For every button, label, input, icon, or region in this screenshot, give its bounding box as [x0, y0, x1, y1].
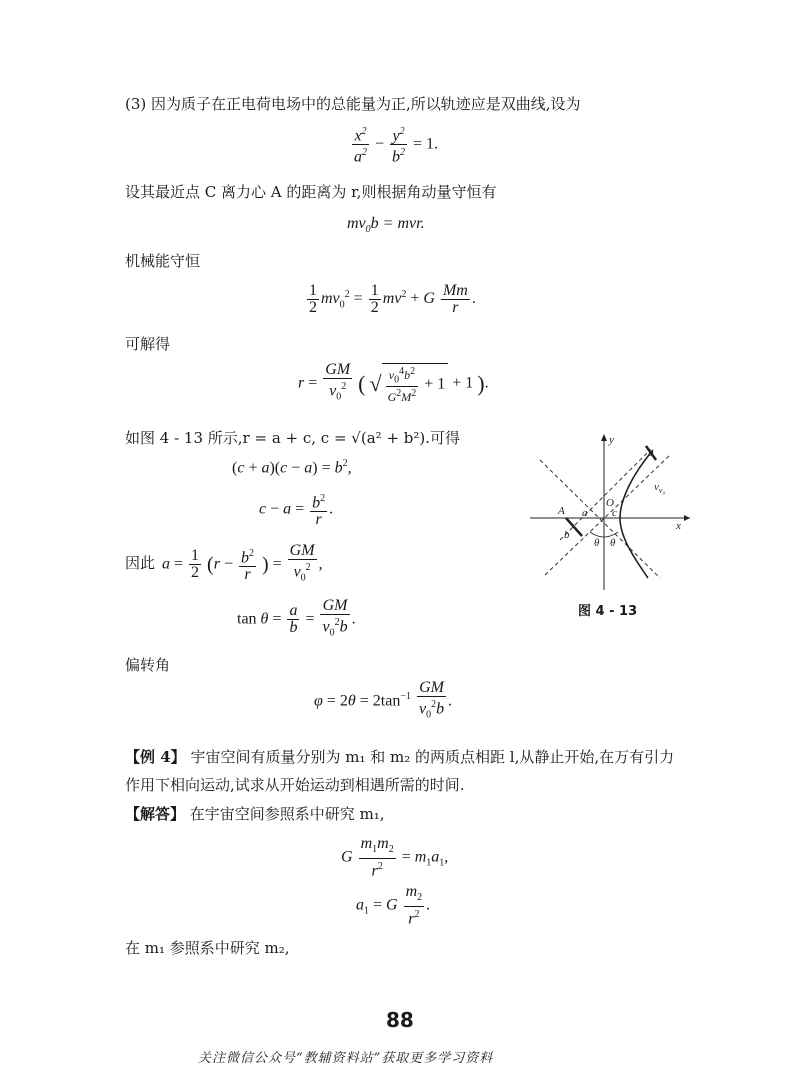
- label-b-top: b: [648, 447, 654, 459]
- label-O: O: [606, 497, 614, 509]
- equation-cminusa: c − a = $\frac{b^2}{r}$ .: [259, 493, 334, 529]
- example-body-line1: 宇宙空间有质量分别为 m₁ 和 m₂ 的两质点相距 l,从静止开始,在万有引力: [190, 748, 675, 766]
- label-A: A: [558, 505, 565, 517]
- label-y: y: [609, 434, 614, 446]
- figure-caption: 图 4 - 13: [578, 604, 638, 619]
- asymptote-1: [540, 460, 660, 578]
- figure-4-13: [520, 430, 700, 600]
- equation-gravity-m1: G $\frac{m_1m_2}{r^2}$ = $m_1a_1$,: [341, 835, 449, 880]
- equation-a1: $a_1 = G$ $\frac{m_2}{r^2}$ .: [356, 883, 431, 928]
- equation-tan-theta: tan θ = $\frac{a}{b}$ = $\frac{GM}{v_0^2b}$ .: [237, 598, 356, 642]
- label-x: x: [676, 520, 681, 532]
- footer-note: 关注微信公众号“教辅资料站”获取更多学习资料: [198, 1051, 494, 1066]
- paragraph-m1-frame: 在 m₁ 参照系中研究 m₂,: [125, 939, 290, 957]
- example-tag: 【例 4】: [125, 748, 186, 766]
- equation-energy: $\frac{1}{2}$ $mv_0^2$ = $\frac{1}{2}$ $mv^2 + G$ $\frac{Mm}{r}$ .: [309, 282, 476, 316]
- equation-r-solution: r = $\frac{GM}{v_0^2}$ ( √ $\frac{v_0^4b^2}{G^2M^2}$ + 1 + 1 ).: [298, 361, 489, 405]
- label-a: a: [582, 507, 588, 519]
- label-theta-1: θ: [594, 537, 600, 549]
- paragraph-angular-momentum: 设其最近点 C 离力心 A 的距离为 r,则根据角动量守恒有: [125, 183, 497, 201]
- paragraph-solve: 可解得: [125, 335, 171, 353]
- page-number: 88: [386, 1008, 414, 1032]
- label-c: c: [612, 507, 617, 519]
- paragraph-energy: 机械能守恒: [125, 252, 201, 270]
- solution: [125, 804, 385, 824]
- equation-angular-momentum: $mv_0b$ = mvr.: [347, 215, 425, 236]
- paragraph-deflection: 偏转角: [125, 656, 171, 674]
- paragraph-hyperbola-intro: (3) 因为质子在正电荷电场中的总能量为正,所以轨迹应是双曲线,设为: [125, 95, 581, 113]
- equation-deflection-angle: $\varphi = 2\theta = 2\tan^{-1}$ $\frac{GM}{v_0^2b}$ .: [314, 680, 452, 724]
- label-v0: $v_{v_0}$: [654, 481, 666, 495]
- equation-a-value: a = $\frac{1}{2}$ (r − $\frac{b^2}{r}$ ) = $\frac{GM}{v_0^2}$ ,: [162, 543, 323, 587]
- example-body-line2: 作用下相向运动,试求从开始运动到相遇所需的时间.: [125, 776, 465, 794]
- label-therefore: 因此: [125, 554, 156, 572]
- y-axis-arrow: [601, 434, 607, 441]
- equation-hyperbola: $\frac{x^2}{a^2}$ − $\frac{y^2}{b^2}$ = 1.: [354, 126, 439, 166]
- paragraph-figure-ref: 如图 4 - 13 所示,r = a + c, c = √(a² + b²).可得: [125, 429, 461, 447]
- x-axis-arrow: [684, 515, 690, 521]
- example-4: [125, 747, 674, 767]
- solution-body: 在宇宙空间参照系中研究 m₁,: [189, 805, 385, 823]
- solution-tag: 【解答】: [125, 805, 186, 823]
- hyperbola-branch: [620, 450, 653, 578]
- label-theta-2: θ: [610, 537, 616, 549]
- equation-cplusa: $(c + a)(c - a) = b^2$,: [232, 458, 352, 477]
- label-b-bottom: b: [564, 529, 570, 541]
